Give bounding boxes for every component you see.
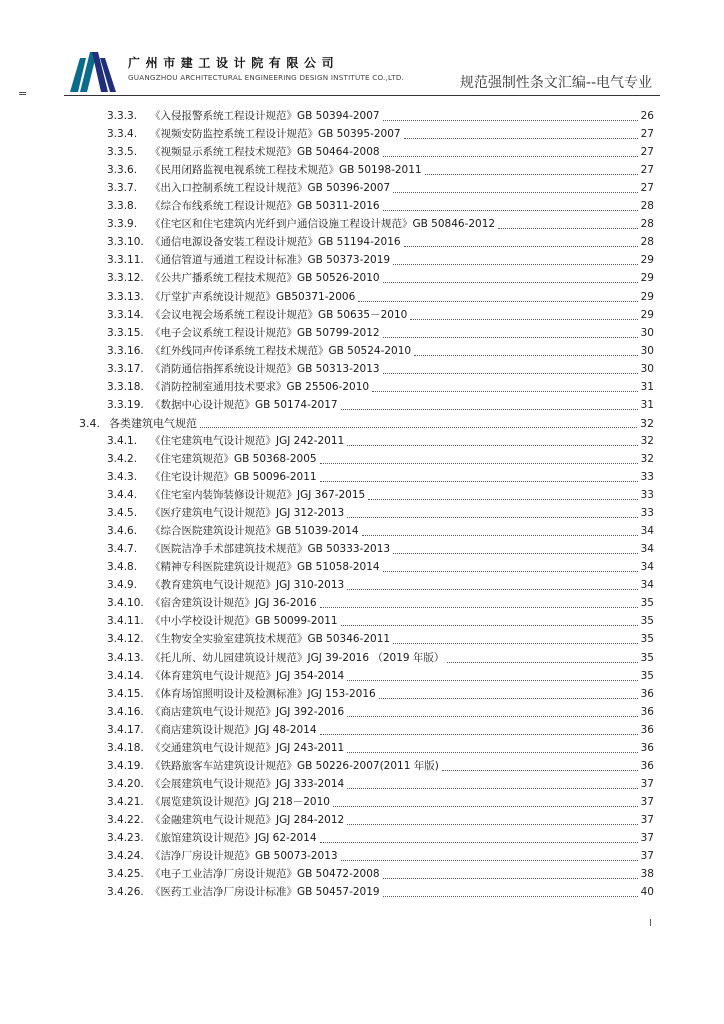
toc-entry-page: 29	[640, 254, 654, 267]
toc-entry-page: 32	[640, 452, 654, 465]
toc-entry-number: 3.3.15.	[107, 326, 144, 339]
toc-entry-number: 3.3.7.	[107, 182, 138, 195]
toc-entry-number: 3.4.8.	[107, 561, 138, 574]
toc-entry-page: 35	[640, 669, 654, 682]
toc-entry-number: 3.3.8.	[107, 200, 138, 213]
toc-entry-number: 3.4.4.	[107, 489, 138, 502]
toc-entry[interactable]	[107, 686, 654, 703]
toc-dot-leader	[393, 191, 638, 193]
page-header	[0, 0, 724, 100]
toc-dot-leader	[358, 300, 637, 302]
document-title: 规范强制性条文汇编--电气专业	[459, 75, 652, 91]
toc-entry-page: 37	[640, 777, 654, 790]
toc-entry-title: 《中小学校设计规范》GB 50099-2011	[150, 615, 338, 628]
toc-entry[interactable]	[107, 270, 654, 287]
toc-dot-leader	[347, 751, 637, 753]
toc-entry-page: 37	[640, 850, 654, 863]
toc-section-entry[interactable]	[79, 415, 654, 432]
toc-entry-page: 36	[640, 759, 654, 772]
toc-entry-page: 27	[640, 128, 654, 141]
toc-entry-number: 3.4.10.	[107, 597, 144, 610]
toc-entry-number: 3.4.6.	[107, 525, 138, 538]
toc-entry-number: 3.3.16.	[107, 344, 144, 357]
toc-entry[interactable]	[107, 234, 654, 251]
toc-entry-title: 《住宅区和住宅建筑内光纤到户通信设施工程设计规范》GB 50846-2012	[150, 218, 496, 231]
toc-entry-title: 《红外线同声传译系统工程技术规范》GB 50524-2010	[150, 344, 412, 357]
toc-entry-number: 3.4.17.	[107, 723, 144, 736]
toc-entry-number: 3.4.5.	[107, 507, 138, 520]
toc-dot-leader	[383, 372, 638, 374]
toc-dot-leader	[383, 570, 638, 572]
toc-entry[interactable]	[107, 884, 654, 901]
toc-entry-number: 3.3.12.	[107, 272, 144, 285]
toc-entry-title: 《电子会议系统工程设计规范》GB 50799-2012	[150, 326, 380, 339]
toc-dot-leader	[414, 354, 638, 356]
toc-dot-leader	[320, 462, 638, 464]
toc-entry-number: 3.4.9.	[107, 579, 138, 592]
toc-entry-page: 29	[640, 272, 654, 285]
toc-dot-leader	[498, 227, 638, 229]
toc-entry-title: 《综合布线系统工程设计规范》GB 50311-2016	[150, 200, 380, 213]
toc-entry[interactable]	[107, 379, 654, 396]
toc-entry-title: 《生物安全实验室建筑技术规范》GB 50346-2011	[150, 633, 391, 646]
toc-entry[interactable]	[107, 559, 654, 576]
toc-entry-page: 40	[640, 886, 654, 899]
toc-dot-leader	[404, 245, 638, 247]
toc-entry-page: 37	[640, 795, 654, 808]
toc-entry[interactable]	[107, 595, 654, 612]
toc-entry-number: 3.4.7.	[107, 543, 138, 556]
toc-entry[interactable]	[107, 180, 654, 197]
toc-entry-number: 3.3.5.	[107, 146, 138, 159]
toc-dot-leader	[347, 588, 637, 590]
page-footer-mark: I	[649, 918, 652, 929]
toc-entry-title: 《旅馆建筑设计规范》JGJ 62-2014	[150, 832, 317, 844]
toc-entry-title: 《会展建筑电气设计规范》JGJ 333-2014	[150, 777, 345, 790]
toc-entry[interactable]	[107, 758, 654, 775]
toc-dot-leader	[200, 426, 637, 428]
toc-dot-leader	[362, 534, 638, 536]
toc-entry-number: 3.4.19.	[107, 759, 144, 772]
toc-dot-leader	[404, 137, 638, 139]
toc-entry-page: 30	[640, 362, 654, 375]
toc-entry-title: 《商店建筑电气设计规范》JGJ 392-2016	[150, 705, 345, 718]
toc-entry-page: 35	[640, 615, 654, 628]
toc-dot-leader	[347, 444, 637, 446]
toc-entry-title: 《视频安防监控系统工程设计规范》GB 50395-2007	[150, 128, 401, 141]
toc-entry-page: 33	[640, 471, 654, 483]
toc-entry-title: 《洁净厂房设计规范》GB 50073-2013	[150, 850, 338, 863]
toc-entry[interactable]	[107, 776, 654, 793]
toc-dot-leader	[368, 498, 637, 500]
toc-entry-number: 3.3.19.	[107, 398, 144, 411]
toc-entry-number: 3.3.9.	[107, 218, 138, 231]
toc-entry-title: 《会议电视会场系统工程设计规范》GB 50635－2010	[150, 308, 408, 321]
toc-entry-number: 3.4.13.	[107, 651, 144, 664]
toc-entry-number: 3.4.3.	[107, 471, 138, 483]
toc-entry[interactable]	[107, 469, 654, 486]
toc-entry-page: 35	[640, 633, 654, 646]
toc-entry[interactable]	[107, 541, 654, 558]
toc-entry-page: 32	[640, 434, 654, 447]
toc-entry-page: 38	[640, 868, 654, 881]
toc-entry[interactable]	[107, 848, 654, 865]
toc-dot-leader	[393, 263, 638, 265]
toc-dot-leader	[341, 408, 638, 410]
toc-entry-number: 3.4.26.	[107, 886, 144, 899]
toc-dot-leader	[347, 679, 637, 681]
toc-entry-number: 3.3.17.	[107, 362, 144, 375]
toc-dot-leader	[425, 173, 638, 175]
toc-entry-title: 《通信管道与通道工程设计标准》GB 50373-2019	[150, 254, 391, 267]
toc-entry-number: 3.3.3.	[107, 110, 138, 122]
toc-dot-leader	[393, 642, 638, 644]
toc-entry-title: 《金融建筑电气设计规范》JGJ 284-2012	[150, 813, 345, 826]
toc-entry-number: 3.3.10.	[107, 236, 144, 249]
toc-dot-leader	[447, 661, 637, 663]
toc-entry-title: 《医药工业洁净厂房设计标准》GB 50457-2019	[150, 886, 380, 899]
toc-entry[interactable]	[107, 740, 654, 757]
toc-entry[interactable]	[107, 704, 654, 721]
toc-dot-leader	[347, 823, 637, 825]
toc-entry[interactable]	[107, 397, 654, 414]
toc-dot-leader	[383, 281, 638, 283]
toc-entry[interactable]	[107, 252, 654, 269]
toc-dot-leader	[341, 859, 638, 861]
toc-entry[interactable]	[107, 631, 654, 648]
toc-entry-number: 3.3.4.	[107, 128, 138, 141]
toc-entry-number: 3.4.25.	[107, 868, 144, 881]
toc-entry-page: 33	[640, 489, 654, 502]
toc-entry[interactable]	[107, 523, 654, 540]
toc-entry-title: 《视频显示系统工程技术规范》GB 50464-2008	[150, 146, 380, 159]
toc-entry-title: 《铁路旅客车站建筑设计规范》GB 50226-2007(2011 年版)	[150, 759, 439, 772]
toc-dot-leader	[410, 318, 637, 320]
toc-entry-number: 3.4.21.	[107, 795, 144, 808]
toc-entry[interactable]	[107, 108, 654, 125]
toc-entry-page: 29	[640, 290, 654, 303]
toc-entry-page: 34	[640, 543, 654, 556]
toc-entry-number: 3.4.2.	[107, 452, 138, 465]
toc-entry-title: 《精神专科医院建筑设计规范》GB 51058-2014	[150, 561, 380, 574]
toc-entry-title: 《住宅建筑电气设计规范》JGJ 242-2011	[150, 434, 345, 447]
toc-entry[interactable]	[107, 343, 654, 360]
toc-entry-title: 《消防通信指挥系统设计规范》GB 50313-2013	[150, 362, 380, 375]
toc-entry-number: 3.4.11.	[107, 615, 144, 628]
toc-entry[interactable]	[107, 505, 654, 522]
toc-entry-page: 32	[640, 416, 654, 430]
toc-entry-number: 3.4.	[79, 416, 100, 430]
toc-entry-title: 《厅堂扩声系统设计规范》GB50371-2006	[150, 290, 356, 303]
toc-entry-number: 3.4.16.	[107, 705, 144, 718]
toc-entry[interactable]	[107, 307, 654, 324]
toc-dot-leader	[347, 516, 637, 518]
toc-entry-page: 35	[640, 651, 654, 664]
toc-entry[interactable]	[107, 577, 654, 594]
toc-dot-leader	[320, 733, 638, 735]
toc-entry[interactable]	[107, 668, 654, 685]
toc-entry[interactable]	[107, 487, 654, 504]
toc-entry-title: 《出入口控制系统工程设计规范》GB 50396-2007	[150, 182, 391, 195]
toc-entry[interactable]	[107, 198, 654, 215]
toc-entry-number: 3.4.18.	[107, 741, 144, 754]
toc-entry[interactable]	[107, 812, 654, 829]
toc-entry-title: 《入侵报警系统工程设计规范》GB 50394-2007	[150, 110, 380, 122]
toc-dot-leader	[383, 209, 638, 211]
toc-entry-number: 3.4.15.	[107, 687, 144, 700]
toc-entry-page: 27	[640, 182, 654, 195]
toc-entry[interactable]	[107, 866, 654, 883]
toc-dot-leader	[347, 787, 637, 789]
toc-entry-number: 3.4.23.	[107, 832, 144, 844]
toc-dot-leader	[379, 697, 638, 699]
toc-entry[interactable]	[107, 216, 654, 233]
toc-entry-page: 28	[640, 236, 654, 249]
toc-entry[interactable]	[107, 451, 654, 468]
toc-entry-page: 34	[640, 525, 654, 538]
toc-entry-page: 37	[640, 832, 654, 844]
toc-entry-title: 《体育建筑电气设计规范》JGJ 354-2014	[150, 669, 345, 682]
toc-dot-leader	[442, 769, 638, 771]
toc-entry-title: 《宿舍建筑设计规范》JGJ 36-2016	[150, 597, 317, 610]
toc-entry-title: 《住宅建筑规范》GB 50368-2005	[150, 452, 317, 465]
toc-entry-title: 《教育建筑电气设计规范》JGJ 310-2013	[150, 579, 345, 592]
toc-entry-number: 3.3.14.	[107, 308, 144, 321]
company-logo-icon	[70, 48, 116, 92]
toc-entry-title: 《住宅设计规范》GB 50096-2011	[150, 471, 317, 483]
company-name-cn: 广州市建工设计院有限公司	[128, 56, 340, 70]
toc-entry-number: 3.3.13.	[107, 290, 144, 303]
toc-entry-page: 27	[640, 146, 654, 159]
toc-entry-number: 3.4.1.	[107, 434, 138, 447]
toc-entry[interactable]	[107, 325, 654, 342]
toc-entry-page: 33	[640, 507, 654, 520]
toc-entry-title: 《综合医院建筑设计规范》GB 51039-2014	[150, 525, 359, 538]
toc-entry-page: 31	[640, 398, 654, 411]
toc-entry-title: 《数据中心设计规范》GB 50174-2017	[150, 398, 338, 411]
toc-entry[interactable]	[107, 126, 654, 143]
toc-entry-title: 《电子工业洁净厂房设计规范》GB 50472-2008	[150, 868, 380, 881]
toc-entry-page: 29	[640, 308, 654, 321]
toc-entry-number: 3.3.6.	[107, 164, 138, 177]
toc-dot-leader	[383, 895, 638, 897]
toc-entry[interactable]	[107, 433, 654, 450]
toc-dot-leader	[341, 624, 638, 626]
toc-entry-number: 3.4.14.	[107, 669, 144, 682]
toc-dot-leader	[347, 715, 637, 717]
toc-entry-page: 34	[640, 561, 654, 574]
toc-entry-page: 36	[640, 705, 654, 718]
toc-entry-title: 《商店建筑设计规范》JGJ 48-2014	[150, 723, 317, 736]
toc-entry[interactable]	[107, 361, 654, 378]
toc-entry[interactable]	[107, 830, 654, 847]
toc-entry-number: 3.3.11.	[107, 254, 144, 267]
toc-entry-title: 《托儿所、幼儿园建筑设计规范》JGJ 39-2016 （2019 年版）	[150, 651, 445, 664]
toc-entry-page: 37	[640, 813, 654, 826]
toc-dot-leader	[383, 155, 638, 157]
toc-dot-leader	[320, 841, 638, 843]
toc-entry-number: 3.4.22.	[107, 813, 144, 826]
toc-entry[interactable]	[107, 722, 654, 739]
toc-entry-title: 各类建筑电气规范	[109, 416, 197, 430]
toc-dot-leader	[372, 390, 638, 392]
toc-entry-title: 《住宅室内装饰装修设计规范》JGJ 367-2015	[150, 489, 366, 502]
toc-entry-title: 《展览建筑设计规范》JGJ 218－2010	[150, 795, 330, 808]
toc-entry-title: 《通信电源设备安装工程设计规范》GB 51194-2016	[150, 236, 401, 249]
toc-entry[interactable]	[107, 144, 654, 161]
toc-entry-page: 36	[640, 687, 654, 700]
toc-entry[interactable]	[107, 289, 654, 306]
toc-dot-leader	[383, 119, 638, 121]
toc-entry-page: 35	[640, 597, 654, 610]
toc-entry-number: 3.4.24.	[107, 850, 144, 863]
toc-entry-number: 3.4.12.	[107, 633, 144, 646]
header-left-mark: =	[18, 87, 28, 100]
toc-entry[interactable]	[107, 162, 654, 179]
toc-entry-page: 28	[640, 218, 654, 231]
toc-entry-page: 30	[640, 326, 654, 339]
toc-dot-leader	[320, 606, 638, 608]
toc-entry-number: 3.3.18.	[107, 380, 144, 393]
toc-dot-leader	[333, 805, 638, 807]
toc-dot-leader	[320, 480, 638, 482]
toc-entry-page: 31	[640, 380, 654, 393]
toc-entry[interactable]	[107, 613, 654, 630]
toc-dot-leader	[383, 336, 638, 338]
toc-entry-number: 3.4.20.	[107, 777, 144, 790]
toc-entry-page: 36	[640, 741, 654, 754]
toc-entry-page: 28	[640, 200, 654, 213]
toc-entry-title: 《体育场馆照明设计及检测标准》JGJ 153-2016	[150, 687, 376, 700]
toc-entry-page: 26	[640, 110, 654, 122]
toc-entry-page: 34	[640, 579, 654, 592]
toc-entry-title: 《医院洁净手术部建筑技术规范》GB 50333-2013	[150, 543, 391, 556]
toc-entry[interactable]	[107, 650, 654, 667]
toc-dot-leader	[383, 877, 638, 879]
header-divider	[64, 95, 660, 96]
toc-entry-title: 《消防控制室通用技术要求》GB 25506-2010	[150, 380, 370, 393]
toc-entry-page: 36	[640, 723, 654, 736]
toc-entry-title: 《交通建筑电气设计规范》JGJ 243-2011	[150, 741, 345, 754]
toc-entry-title: 《民用闭路监视电视系统工程技术规范》GB 50198-2011	[150, 164, 422, 177]
toc-entry-page: 30	[640, 344, 654, 357]
toc-entry-title: 《医疗建筑电气设计规范》JGJ 312-2013	[150, 507, 345, 520]
toc-entry[interactable]	[107, 794, 654, 811]
toc-entry-title: 《公共广播系统工程技术规范》GB 50526-2010	[150, 272, 380, 285]
company-name-en: GUANGZHOU ARCHITECTURAL ENGINEERING DESIGN INSTITUTE CO.,LTD.	[128, 73, 405, 82]
toc-entry-page: 27	[640, 164, 654, 177]
toc-dot-leader	[393, 552, 638, 554]
